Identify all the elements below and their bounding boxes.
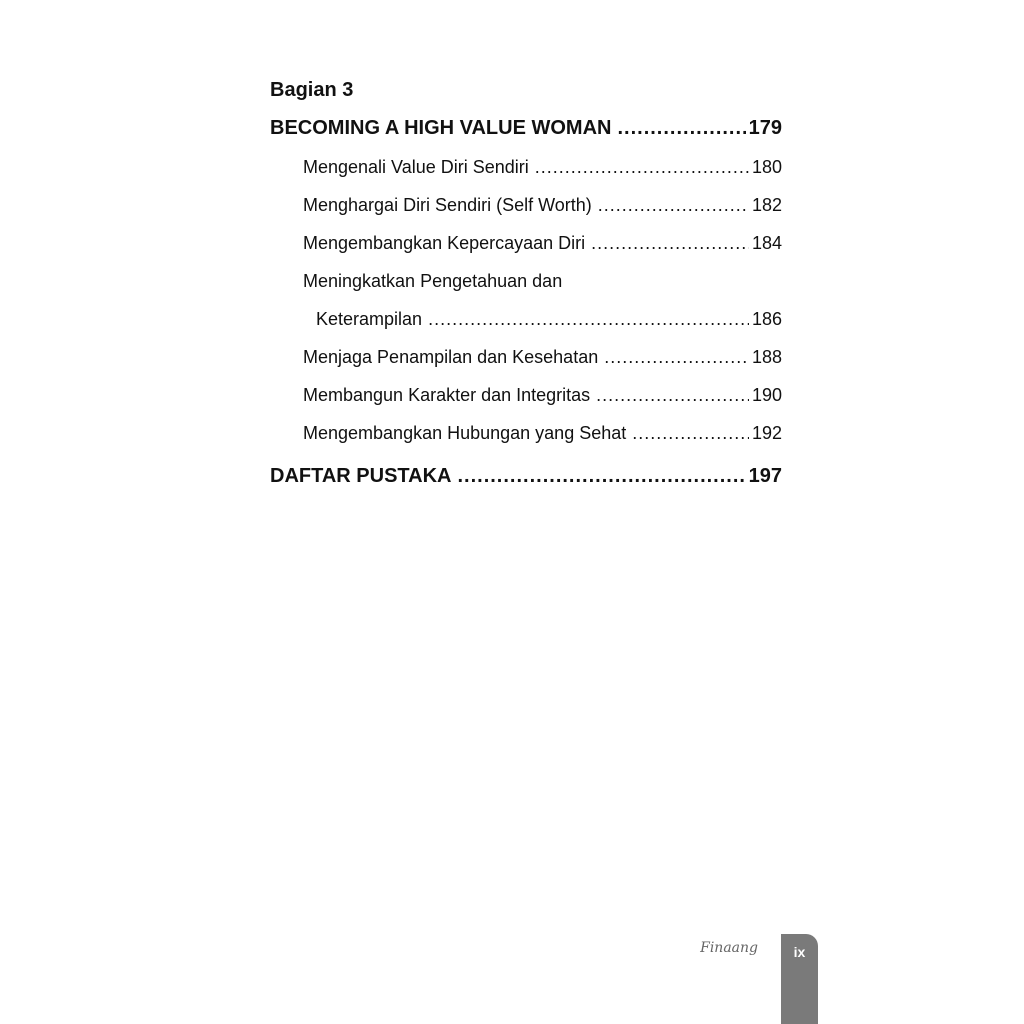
toc-entry-sub4 bbox=[270, 306, 782, 332]
dot-leader bbox=[428, 306, 749, 332]
toc-entry-sub6 bbox=[270, 382, 782, 408]
table-of-contents bbox=[270, 76, 782, 490]
toc-entry-title: Mengembangkan Kepercayaan Diri bbox=[303, 233, 586, 253]
dot-leader bbox=[535, 154, 749, 180]
dot-leader bbox=[604, 344, 749, 370]
dot-leader bbox=[617, 114, 745, 142]
page-number-tab bbox=[781, 934, 818, 1024]
toc-entry-page: 179 bbox=[748, 117, 782, 139]
toc-entry-page: 184 bbox=[751, 233, 782, 253]
toc-entry-page: 182 bbox=[751, 195, 782, 215]
toc-entry-title: Membangun Karakter dan Integritas bbox=[303, 385, 591, 405]
toc-entry-page: 180 bbox=[751, 157, 782, 177]
toc-entry-title: Menghargai Diri Sendiri (Self Worth) bbox=[303, 195, 592, 215]
dot-leader bbox=[457, 462, 745, 490]
toc-entry-page: 188 bbox=[751, 347, 782, 367]
toc-entry-page: 190 bbox=[751, 385, 782, 405]
dot-leader bbox=[591, 230, 749, 256]
toc-entry-title: Keterampilan bbox=[316, 309, 423, 329]
part-heading: Bagian 3 bbox=[270, 79, 354, 101]
dot-leader bbox=[632, 420, 749, 446]
toc-entry-page: 197 bbox=[748, 465, 782, 487]
toc-entry-title: BECOMING A HIGH VALUE WOMAN bbox=[270, 117, 612, 139]
dot-leader bbox=[596, 382, 749, 408]
toc-entry-sub3 bbox=[270, 230, 782, 256]
toc-entry-title: DAFTAR PUSTAKA bbox=[270, 465, 452, 487]
toc-entry-sub1 bbox=[270, 154, 782, 180]
toc-entry-chapter bbox=[270, 114, 782, 142]
toc-entry-title: Mengenali Value Diri Sendiri bbox=[303, 157, 529, 177]
page-number: ix bbox=[793, 944, 806, 960]
toc-entry-title: Mengembangkan Hubungan yang Sehat bbox=[303, 423, 627, 443]
toc-entry-title: Menjaga Penampilan dan Kesehatan bbox=[303, 347, 599, 367]
toc-entry-page: 192 bbox=[751, 423, 782, 443]
toc-entry-sub4-line1: Meningkatkan Pengetahuan dan bbox=[303, 271, 563, 291]
toc-entry-page: 186 bbox=[751, 309, 782, 329]
dot-leader bbox=[598, 192, 749, 218]
toc-entry-sub7 bbox=[270, 420, 782, 446]
footer-author-label: Finaang bbox=[700, 940, 758, 956]
toc-entry-sub5 bbox=[270, 344, 782, 370]
toc-entry-bibliography bbox=[270, 462, 782, 490]
toc-entry-sub2 bbox=[270, 192, 782, 218]
